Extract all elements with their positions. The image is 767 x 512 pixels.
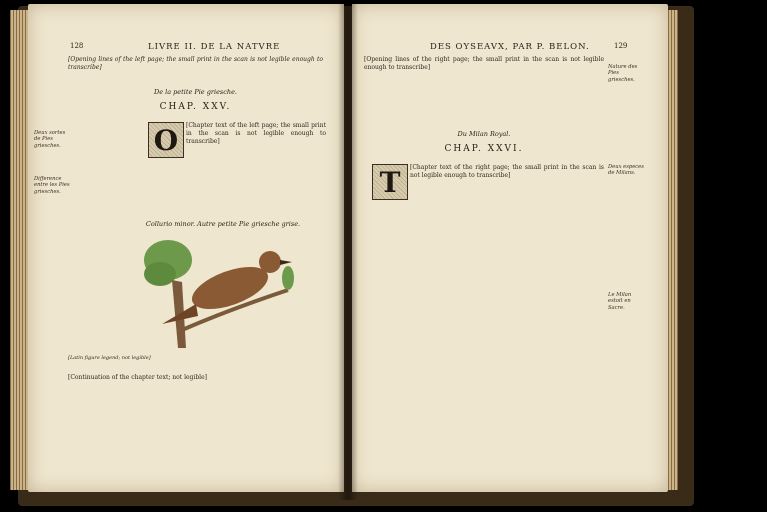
intro-text-right: [Opening lines of the right page; the small print in the scan is not legible enough to transcribe] <box>364 56 604 72</box>
chapter-title-right: CHAP. XXVI. <box>444 144 524 154</box>
margin-note-right-3: Le Milan estoit en Sacre. <box>608 292 632 311</box>
running-head-right: DES OYSEAVX, PAR P. BELON. <box>430 42 590 52</box>
dropcap-right: T <box>372 164 408 200</box>
page-number-right: 129 <box>614 42 628 50</box>
section-title-right: Du Milan Royal. <box>457 130 511 138</box>
margin-note-right-2: Deux especes de Milans. <box>608 164 644 177</box>
book-gutter <box>338 0 358 500</box>
page-edges-left <box>10 10 28 490</box>
left-page <box>28 4 344 492</box>
margin-note-left-1: Deux sortes de Pies griesches. <box>34 130 66 149</box>
page-number-left: 128 <box>70 42 84 50</box>
bird-illustration <box>138 230 308 350</box>
intro-text-left: [Opening lines of the left page; the small print in the scan is not legible enough to transcribe] <box>68 56 323 72</box>
section-title-left: De la petite Pie griesche. <box>153 88 237 96</box>
figure-title: Collurio minor. Autre petite Pie griesche grise. <box>145 220 301 228</box>
figure-legend: [Latin figure legend; not legible] <box>68 355 151 361</box>
margin-note-left-2: Difference entre les Pies griesches. <box>34 176 70 195</box>
running-head-left: LIVRE II. DE LA NATVRE <box>148 42 281 52</box>
body-text-left-b: [Continuation of the chapter text; not legible] <box>68 374 207 381</box>
page-edges-right <box>668 10 678 490</box>
right-page <box>352 4 668 492</box>
dropcap-left: O <box>148 122 184 158</box>
chapter-title-left: CHAP. XXV. <box>159 102 232 112</box>
margin-note-right-1: Nature des Pies griesches. <box>608 64 638 83</box>
body-text-left-a: [Chapter text of the left page; the small print in the scan is not legible enough to transcribe] <box>186 122 326 146</box>
body-text-right: [Chapter text of the right page; the small print in the scan is not legible enough to transcribe] <box>410 164 604 180</box>
